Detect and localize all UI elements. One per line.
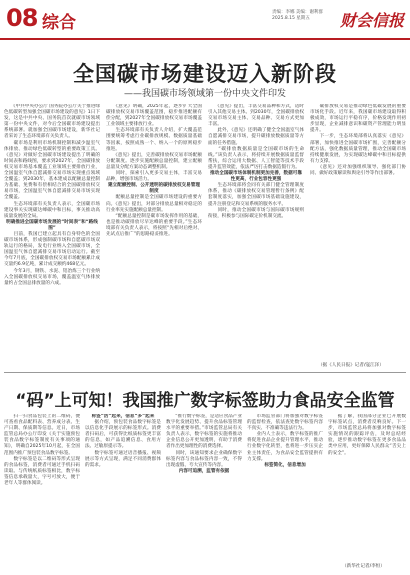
section-title: 综合 <box>42 13 76 33</box>
paper-logo: 财会信报 <box>339 11 404 30</box>
article1-col3-subhead: 推动全国碳市场体制机制更加完善，数据可靠性更高，行业包容性更强 <box>210 171 302 183</box>
article2-col2-subhead: 标签“活”起来，信息“多”起来 <box>91 414 155 419</box>
article1-credit: （据《人民日报》记者/寇江泽） <box>318 363 384 368</box>
article1-col3b-text: 生态环境部将会同有关部门健全管理制度体系，推动《碳排放权交易管理暂行条例》配套制度落实，加强全国碳市场基础设施建设，提升注册登记和交易系统的服务水平。 同时，推动全国碳市场与国际碳市场规则衔接，积极参与国际碳定价机制交流。 <box>208 183 304 219</box>
editor-line: 责编：李娜 美编：谢利群 <box>272 10 323 15</box>
article2-column-3 <box>166 414 242 570</box>
article1-column-3 <box>208 104 304 368</box>
article1-subheadline: ——我国碳市场领域第一份中央文件印发 <box>123 89 286 99</box>
article2-headline: “码”上可知！我国推广数字标签助力食品安全监管 <box>15 391 395 411</box>
article2-column-2 <box>85 414 161 570</box>
article2-col4-text: 市场监管部门将加强对数字标签的监督检查，依法查处数字标签内容不真实、不准确等违法行为。 业内人士表示，数字标签的推广将促进食品企业提升管理水平，推动行业数字化转型，也将进一步压实企业主体责任，为食品安全监管提供有力支撑。 <box>247 414 323 462</box>
article1-col1-subhead: 明确推进全国碳市场发展的“时间表”和“路线图” <box>6 219 98 231</box>
article2-col2-text: 据介绍，预包装食品数字标签是以信息化手段展示的标签形式。消费者扫码后，可获得比纸质标签更丰富的信息，如产品追溯信息、食用方法、过敏原提示等。 数字标签可通过语音播报、视频展示等方式呈现，满足不同消费群体的需求。 <box>85 420 161 468</box>
article2-column-4 <box>247 414 323 570</box>
article1-col4-text: 碳排放权交易是推动绿色低碳发展的重要市场化手段。近年来，我国碳市场建设取得积极成效，市场运行平稳有序，价格发现作用初步显现，企业减排意识和碳资产管理能力明显提升。 下一步，生态环境部将认真落实《意见》部署，加快推进全国碳市场扩围，完善配额分配方法，强化数据质量管理，推动全国碳市场持续健康发展，为实现碳达峰碳中和目标提供有力支撑。 《意见》还对加强组织领导、强化部门协同、做好政策解读和舆论引导等作出部署。 <box>310 104 406 177</box>
article2-credit: （新华社记者/李恒） <box>342 564 385 569</box>
article2-col5-text: 据了解，我国部分企业已开展数字标签试点，消费者反响良好。下一步，市场监管总局将加强对数字标签实施情况的跟踪评估，及时总结经验，逐步推动数字标签在更多食品品类中应用，更好保障人民群众“舌尖上的安全”。 <box>328 414 406 456</box>
article1-col2-subhead: 建立配额控制、公开透明的碳排放权交易管理制度 <box>108 183 200 195</box>
article2-column-1 <box>4 414 80 570</box>
article1-col2b-text: 配额总量控制是全国碳市场建设的重要方向。《意见》提出，对部分排放总量相对稳定的行业率先实施配额总量控制。 “配额总量控制是碳市场发挥作用的基础，也是推动碳排放尽早达峰的重要手段。”生态环境部有关负责人表示，将按照“先相对后绝对、先试点后推广”的思路稳妥推进。 <box>106 195 202 237</box>
article1-col2-text: 《意见》明确，2025年起，逐步扩大全国碳排放权交易市场覆盖范围，稳步推进配额有偿分配，到2027年全国碳排放权交易市场覆盖工业领域主要排放行业。 生态环境部有关负责人介绍，扩大覆盖范围要统筹考虑行业碳排放规模、数据质量基础等因素，按照成熟一个、纳入一个的原则稳步推进。 《意见》提出，完善碳排放权交易市场配额分配制度。逐步实施配额总量控制，建立配额总量及分配方案动态调整机制。 同时，探索引入更多交易主体，丰富交易品种，增强市场活力。 <box>106 104 202 183</box>
article-divider <box>4 372 406 373</box>
date-line: 2025.8.15 星期五 <box>272 16 310 21</box>
article2-col1-text: 扫一扫食品包装上的二维码，便可查看食品配料表、营养成分表、生产日期、保质期等信息。近日，市场监管总局办公厅印发《关于实施预包装食品数字标签制度有关事项的通知》，明确自2025年10月起，在全国范围内推广预包装食品数字标签。 数字标签是以二维码等形式呈现的食品标签，消费者可通过手机扫码读取。与传统纸质标签相比，数字标签信息承载量大，字号可放大，便于老年人等群体阅读。 <box>4 414 80 487</box>
article1-col1-text: 《中共中央办公厅 国务院办公厅关于推进绿色低碳转型加强全国碳市场建设的意见》1日下发，这是中共中央、国务院首次就碳市场领域第一份中央文件，对今后全国碳市场建设提出系统部署。就加强全国碳市场建设，新华社记者采访了生态环境部有关负责人。 碳市场是利用市场机制控制和减少温室气体排放、推动绿色低碳转型的重要政策工具。《意见》对做好全国碳市场建设提出了明确的时间表和路线图，要求到2027年，全国碳排放权交易市场基本覆盖工业领域主要排放行业，全国温室气体自愿减排交易市场实现重点领域全覆盖；到2030年，基本建成以配额总量控制为基础、免费和有偿相结合的全国碳排放权交易市场，全国温室气体自愿减排交易市场实现全覆盖。 生态环境部有关负责人表示，全国碳市场建设事关实现碳达峰碳中和目标，事关推动高质量发展的全局。 <box>4 104 100 219</box>
article1-column-1 <box>4 104 100 368</box>
article1-col1b-text: 目前，我国已建立起具有自身特色的全国碳市场体系，形成强制碳市场和自愿碳市场双轨运行的格局，发电行业纳入全国碳市场，全国温室气体自愿减排交易市场启动运行。截至今年7月底，全国碳排放权交易市场配额累计成交量约6.9亿吨，累计成交额约468亿元。 今年3月，钢铁、水泥、铝冶炼三个行业纳入全国碳排放权交易市场，覆盖温室气体排放量约占全国总排放量的六成。 <box>4 231 100 286</box>
article1-col3-text: 《意见》提出，丰富交易品种和方式，适时引入其他交易主体。到2030年，全国碳排放权交易市场交易主体、交易品种、交易方式更加丰富。 此外，《意见》还明确了健全全国温室气体自愿减排交易市场，提升碳排放数据质量等方面的任务措施。 “碳排放数据质量是全国碳市场的生命线。”该负责人表示，将持续开展数据质量监督帮扶，综合运用大数据、人工智能等技术手段提升监管效能，依法严厉打击数据造假行为。 <box>208 104 304 170</box>
article1-headline: 全国碳市场建设迈入新阶段 <box>73 62 337 86</box>
article1-column-2 <box>106 104 202 368</box>
article2-column-5 <box>328 414 406 562</box>
article2-col4-subhead: 标签简化，信息增加 <box>264 462 306 468</box>
page-header <box>0 0 410 40</box>
article1-column-4 <box>310 104 406 360</box>
header-meta <box>272 10 323 22</box>
header-rule <box>0 38 410 40</box>
page-number: 08 <box>6 4 38 32</box>
article2-col3-text: “推行数字标签，是适应食品产业数字化发展趋势、提升食品标签管理水平的重要举措。”市场监管总局有关负责人表示，数字标签的实施将推动企业信息公开更加透明，有助于消费者作出更加理性的消费选择。 同时，该通知要求企业确保数字标签内容与食品标签内容一致，不得出现虚假、夸大宣传等内容。 <box>166 414 242 468</box>
article2-col3-subhead: 内容可追溯，监管有依据 <box>178 468 230 474</box>
